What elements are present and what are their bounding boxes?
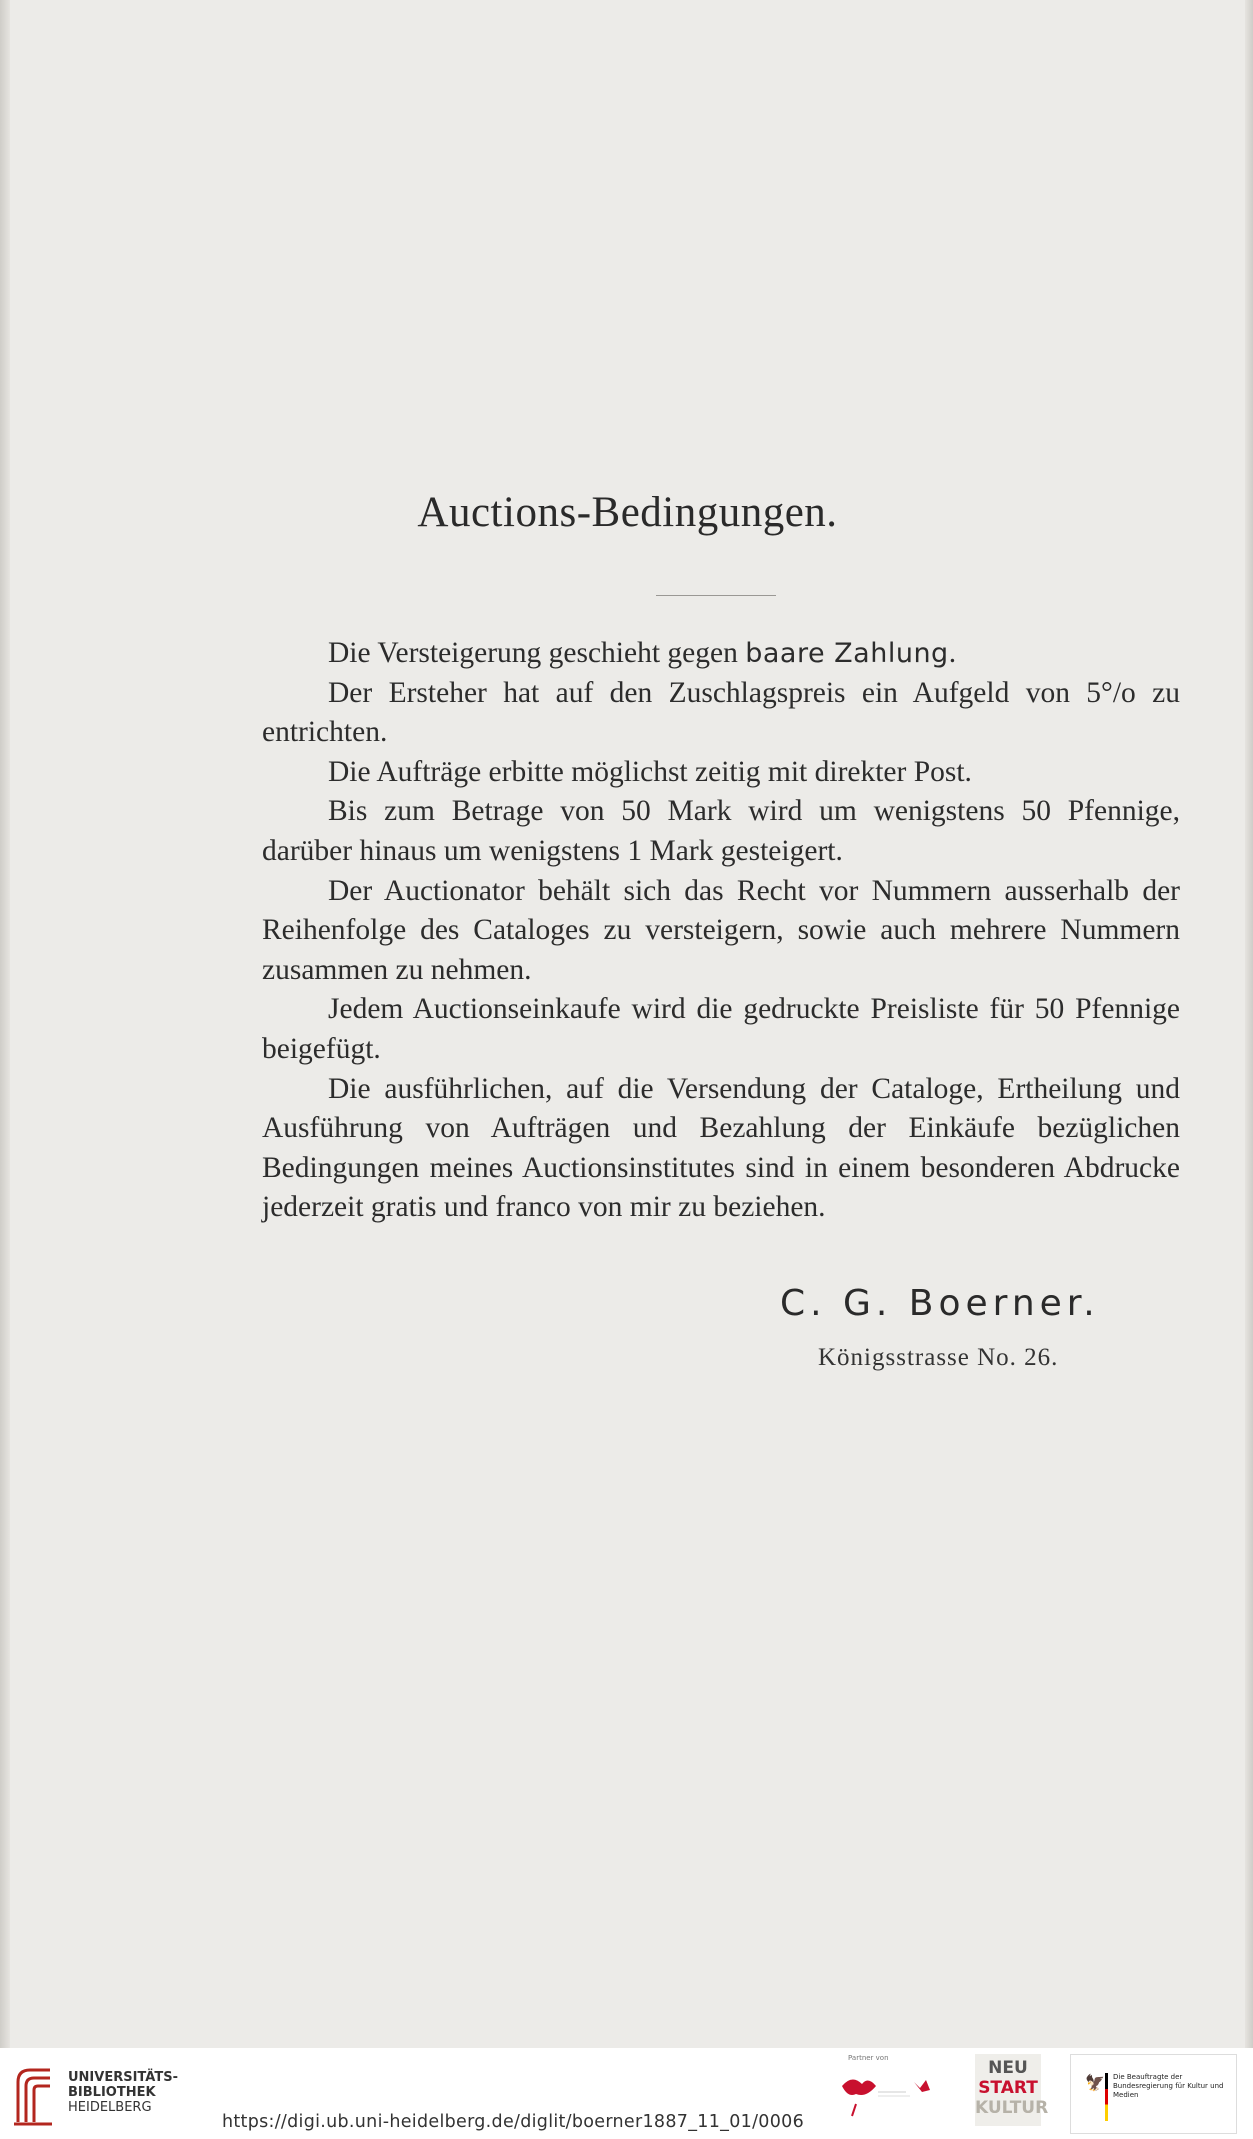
signature: C. G. Boerner. bbox=[780, 1283, 1100, 1324]
payment-emphasis: baare Zahlung bbox=[745, 638, 949, 669]
paragraph-premium: Der Ersteher hat auf den Zuschlagspreis ein Aufgeld von 5°/o zu entrichten. bbox=[262, 676, 1180, 749]
paragraph-increments: Bis zum Betrage von 50 Mark wird um wenigstens 50 Pfennige, darüber hinaus um wenigstens 1 Mark gesteigert. bbox=[262, 795, 1180, 867]
neustart-line1: NEU bbox=[988, 2058, 1028, 2078]
neustart-line3: KULTUR bbox=[975, 2098, 1049, 2118]
neustart-kultur-logo[interactable] bbox=[975, 2054, 1049, 2126]
document-page bbox=[10, 0, 1245, 2048]
footer-bar bbox=[0, 2048, 1253, 2139]
library-name[interactable] bbox=[68, 2070, 178, 2115]
deutsche-digitale-bibliothek-logo-icon[interactable] bbox=[838, 2068, 968, 2118]
neustart-line2: START bbox=[978, 2078, 1038, 2098]
bkm-text: Die Beauftragte der Bundesregierung für Kultur und Medien bbox=[1113, 2073, 1224, 2099]
german-flag-stripe bbox=[1105, 2073, 1108, 2121]
paragraph-payment bbox=[262, 634, 1180, 674]
paragraph-orders: Die Aufträge erbitte möglichst zeitig mit direkter Post. bbox=[328, 755, 972, 788]
address: Königsstrasse No. 26. bbox=[818, 1344, 1059, 1371]
paragraph-price-list: Jedem Auctionseinkaufe wird die gedruckte Preisliste für 50 Pfennige beigefügt. bbox=[262, 993, 1180, 1065]
partner-label: Partner von bbox=[848, 2054, 889, 2062]
title-divider bbox=[656, 595, 776, 596]
bkm-logo[interactable] bbox=[1070, 2054, 1237, 2134]
paragraph-detailed-terms: Die ausführlichen, auf die Versendung der Cataloge, Ertheilung und Ausführung von Aufträgen und Bezahlung der Einkäufe bezüglichen Bedingungen meines Auctionsinstitutes sind in einem besonderen Abdrucke jederzeit gratis und franco von mir zu beziehen. bbox=[262, 1072, 1180, 1224]
document-title: Auctions-Bedingungen. bbox=[417, 489, 838, 536]
permalink-url[interactable]: https://digi.ub.uni-heidelberg.de/diglit/boerner1887_11_01/0006 bbox=[222, 2112, 805, 2132]
conditions-text bbox=[262, 634, 1180, 1228]
ub-heidelberg-logo-icon[interactable] bbox=[12, 2060, 56, 2130]
federal-eagle-icon: 🦅 bbox=[1085, 2073, 1105, 2092]
paragraph-auctioneer-rights: Der Auctionator behält sich das Recht vor Nummern ausserhalb der Reihenfolge des Cataloges zu versteigern, sowie auch mehrere Nummern zusammen zu nehmen. bbox=[262, 874, 1180, 986]
paragraph-payment-text: Die Versteigerung geschieht gegen bbox=[328, 637, 746, 669]
scan-edge-right bbox=[1245, 0, 1253, 2048]
paragraph-payment-end: . bbox=[948, 637, 957, 669]
library-name-line1: UNIVERSITÄTS- bbox=[68, 2070, 178, 2085]
scan-edge-left bbox=[0, 0, 10, 2048]
library-name-line3: HEIDELBERG bbox=[68, 2100, 152, 2115]
library-name-line2: BIBLIOTHEK bbox=[68, 2085, 156, 2100]
